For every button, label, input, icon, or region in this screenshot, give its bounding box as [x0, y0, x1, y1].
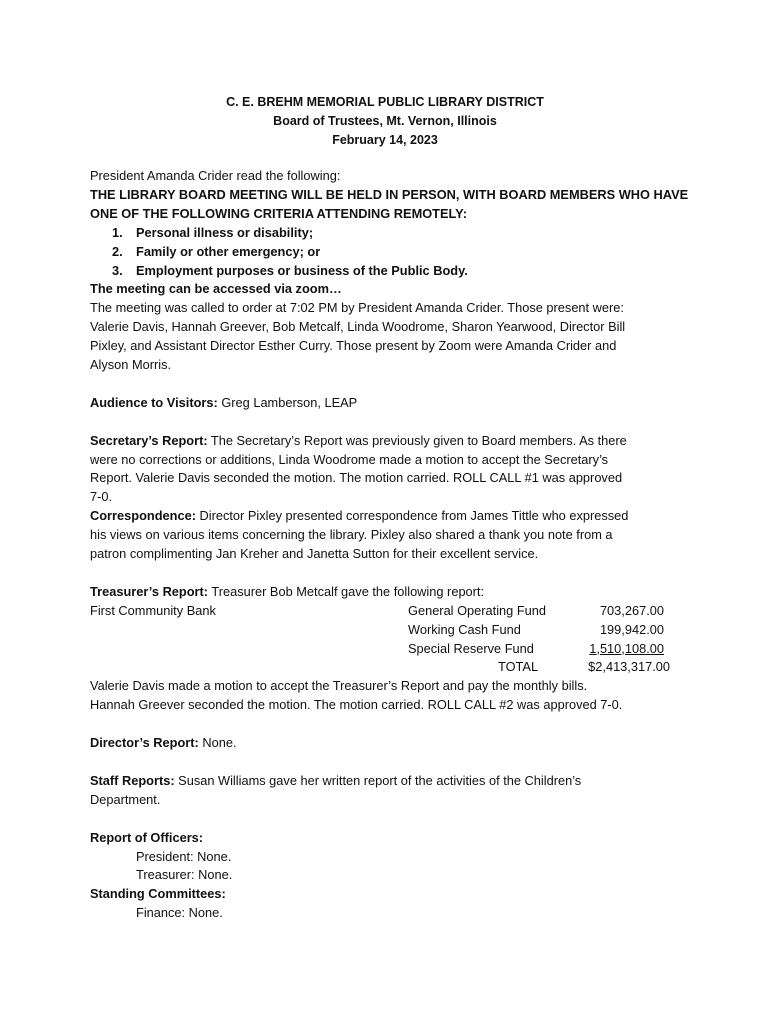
treasurer-motion-line: Valerie Davis made a motion to accept the Treasurer’s Report and pay the monthly bills. [90, 678, 588, 694]
criteria-item [90, 262, 690, 281]
meeting-date: February 14, 2023 [332, 133, 438, 147]
criteria-text: Family or other emergency; or [136, 243, 321, 259]
criteria-number: 1. [112, 224, 123, 240]
audience-text: Greg Lamberson, LEAP [217, 394, 358, 410]
criteria-item [90, 224, 690, 243]
intro-read: President Amanda Crider read the following: [90, 168, 341, 183]
officers-label: Report of Officers: [90, 829, 204, 845]
secretary-line: 7-0. [90, 489, 113, 505]
board-subtitle: Board of Trustees, Mt. Vernon, Illinois [273, 114, 497, 128]
audience-label: Audience to Visitors: [90, 394, 218, 410]
treasurer-line [90, 583, 690, 602]
correspondence-label: Correspondence: [90, 508, 196, 524]
secretary-line: Report. Valerie Davis seconded the motion. The motion carried. ROLL CALL #1 was approved [90, 470, 623, 486]
secretary-line [90, 432, 690, 451]
staff-line [90, 772, 690, 791]
call-to-order-line: Alyson Morris. [90, 357, 172, 373]
staff-line: Department. [90, 791, 161, 807]
officers-president: President: None. [136, 848, 232, 864]
treasurer-text: Treasurer Bob Metcalf gave the following report: [208, 583, 485, 599]
spacer [90, 715, 690, 734]
spacer [90, 753, 690, 772]
audience-section [90, 394, 690, 413]
treasurer-motion-line: Hannah Greever seconded the motion. The motion carried. ROLL CALL #2 was approved 7-0. [90, 697, 623, 713]
criteria-item [90, 243, 690, 262]
director-text: None. [198, 735, 237, 751]
call-to-order-line: The meeting was called to order at 7:02 PM by President Amanda Crider. Those present were: [90, 300, 624, 316]
director-label: Director’s Report: [90, 735, 199, 751]
staff-label: Staff Reports: [90, 772, 175, 788]
correspondence-line: his views on various items concerning the library. Pixley also shared a thank you note from a [90, 527, 613, 543]
correspondence-text: Director Pixley presented correspondence from James Tittle who expressed [195, 508, 629, 524]
committees-label: Standing Committees: [90, 886, 226, 902]
committees-finance: Finance: None. [136, 905, 223, 921]
notice-line-1: THE LIBRARY BOARD MEETING WILL BE HELD IN PERSON, WITH BOARD MEMBERS WHO HAVE [90, 186, 689, 202]
minutes-body [90, 167, 690, 923]
spacer [90, 564, 690, 583]
secretary-line: were no corrections or additions, Linda Woodrome made a motion to accept the Secretary’s [90, 451, 609, 467]
call-to-order-line: Pixley, and Assistant Director Esther Curry. Those present by Zoom were Amanda Crider and [90, 338, 617, 354]
fund-name: Special Reserve Fund [408, 640, 534, 656]
notice-line-2: ONE OF THE FOLLOWING CRITERIA ATTENDING REMOTELY: [90, 205, 468, 221]
spacer [90, 413, 690, 432]
call-to-order-line: Valerie Davis, Hannah Greever, Bob Metcalf, Linda Woodrome, Sharon Yearwood, Director Bill [90, 319, 626, 335]
fund-amount: 703,267.00 [599, 602, 664, 618]
secretary-text: The Secretary’s Report was previously given to Board members. As there [207, 432, 627, 448]
total-label: TOTAL [498, 659, 539, 675]
zoom-note: The meeting can be accessed via zoom… [90, 281, 342, 297]
officers-treasurer: Treasurer: None. [136, 867, 233, 883]
fund-name: Working Cash Fund [408, 621, 521, 637]
total-amount: $2,413,317.00 [588, 659, 670, 675]
org-title: C. E. BREHM MEMORIAL PUBLIC LIBRARY DISTRICT [226, 95, 544, 109]
bank-name: First Community Bank [90, 602, 216, 618]
fund-name: General Operating Fund [408, 602, 547, 618]
correspondence-line: patron complimenting Jan Kreher and Janetta Sutton for their excellent service. [90, 546, 539, 562]
criteria-text: Personal illness or disability; [136, 224, 314, 240]
treasurer-label: Treasurer’s Report: [90, 583, 209, 599]
spacer [90, 375, 690, 394]
criteria-number: 3. [112, 262, 123, 278]
document-header [0, 93, 770, 150]
staff-text: Susan Williams gave her written report of the activities of the Children’s [174, 772, 582, 788]
director-section [90, 734, 690, 753]
secretary-label: Secretary’s Report: [90, 432, 208, 448]
fund-amount: 1,510,108.00 [589, 640, 664, 656]
spacer [90, 810, 690, 829]
criteria-text: Employment purposes or business of the Public Body. [136, 262, 468, 278]
fund-table [90, 602, 690, 678]
criteria-number: 2. [112, 243, 123, 259]
correspondence-line [90, 507, 690, 526]
fund-amount: 199,942.00 [599, 621, 664, 637]
